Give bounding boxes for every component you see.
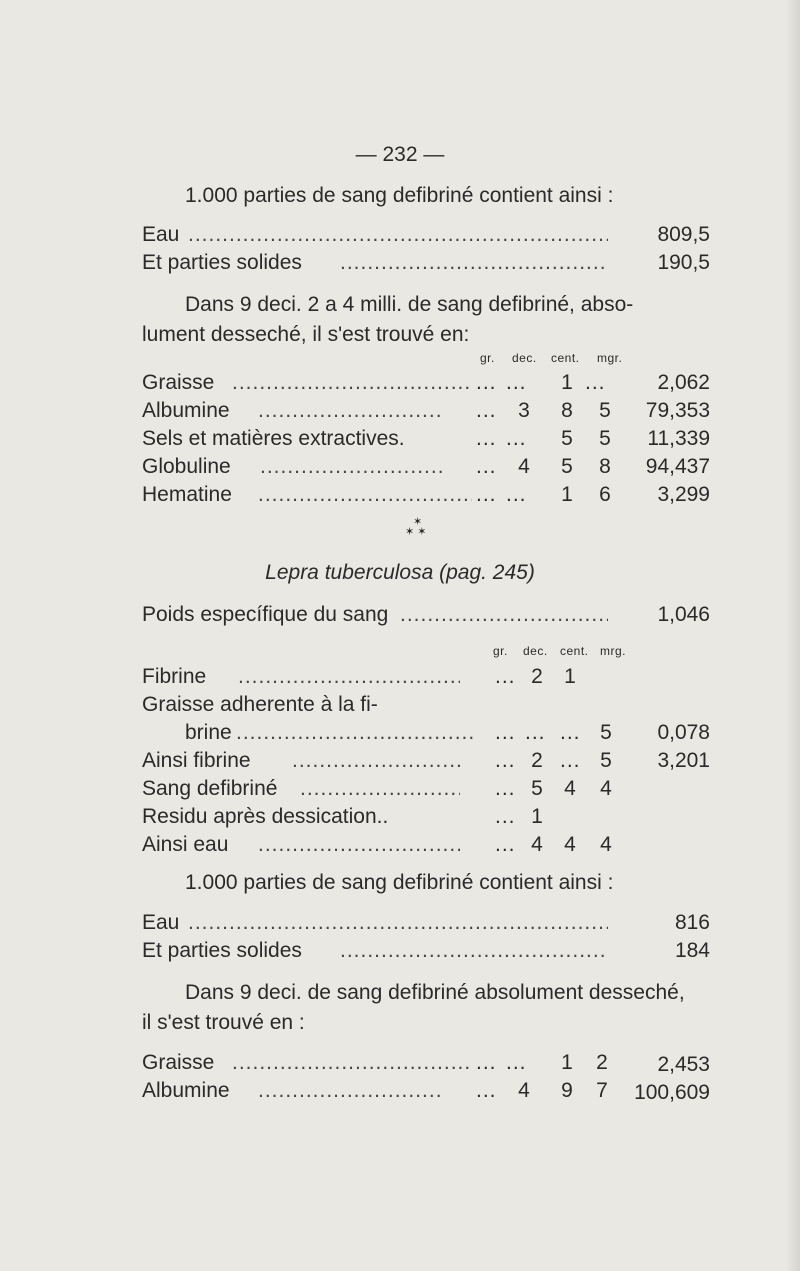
s2-row-dec: 2: [531, 749, 543, 772]
s2-row-label: Fibrine: [142, 665, 207, 688]
s2-header-cent: cent.: [560, 644, 589, 658]
s2-row-cent: 4: [564, 833, 576, 856]
leader-dots: [400, 602, 608, 628]
s2-row-gr: ...: [495, 721, 516, 744]
leader-dots: [188, 222, 608, 248]
s1-row-label: Globuline: [142, 455, 231, 478]
s2-row-gr: ...: [495, 777, 516, 800]
s2-row-mrg: 4: [600, 777, 612, 800]
s1-header-gr: gr.: [480, 351, 495, 365]
leader-dots: [232, 1050, 472, 1076]
leader-dots: [340, 250, 608, 276]
s2-row2-gr: ...: [476, 1051, 497, 1074]
s1-row-dec: 4: [518, 455, 530, 478]
s2-row-gr: ...: [495, 749, 516, 772]
s2-row2-label: Graisse: [142, 1051, 215, 1074]
s2-intro: 1.000 parties de sang defibriné contient ainsi :: [185, 871, 614, 894]
s1-eau-value: 809,5: [657, 223, 710, 246]
s2-row-value: 3,201: [657, 749, 710, 772]
s2-poids-value: 1,046: [657, 603, 710, 626]
s2-row2-mgr: 2: [596, 1051, 608, 1074]
leader-dots: [260, 454, 444, 480]
leader-dots: [300, 776, 460, 802]
s2-row-dec: 4: [531, 833, 543, 856]
s2-row-dec: 5: [531, 777, 543, 800]
s2-row-label: Ainsi eau: [142, 833, 229, 856]
s2-row2-cent: 9: [561, 1079, 573, 1102]
s1-row-cent: 1: [561, 371, 573, 394]
s2-para-line2: il s'est trouvé en :: [142, 1011, 305, 1034]
section-title: Lepra tuberculosa (pag. 245): [265, 561, 535, 584]
s2-row2-value: 100,609: [634, 1081, 710, 1104]
s2-row-cent: 1: [564, 665, 576, 688]
s2-poids-label: Poids específique du sang: [142, 603, 389, 626]
s1-row-dec: ...: [506, 427, 527, 450]
s1-header-cent: cent.: [551, 351, 580, 365]
s1-row-gr: ...: [476, 371, 497, 394]
s1-row-cent: 5: [561, 427, 573, 450]
s2-header-gr: gr.: [493, 644, 508, 658]
s1-row-dec: ...: [506, 483, 527, 506]
s1-row-value: 79,353: [645, 399, 710, 422]
s2-row-gr: ...: [495, 665, 516, 688]
s2-header-mrg: mrg.: [600, 644, 626, 658]
s2-row-cent: ...: [560, 721, 581, 744]
s1-solides-label: Et parties solides: [142, 251, 302, 274]
s2-row-dec: ...: [525, 721, 546, 744]
s1-row-dec: ...: [506, 371, 527, 394]
s1-row-dec: 3: [518, 399, 530, 422]
leader-dots: [232, 370, 472, 396]
page-edge-shadow: [786, 0, 800, 1271]
s2-row-dec: 2: [531, 665, 543, 688]
s1-row-label: Graisse: [142, 371, 215, 394]
s1-row-label: Sels et matières extractives.: [142, 427, 405, 450]
s2-solides-label: Et parties solides: [142, 939, 302, 962]
s1-header-dec: dec.: [512, 351, 537, 365]
s1-row-mgr: 5: [599, 427, 611, 450]
leader-dots: [188, 910, 608, 936]
s1-eau-label: Eau: [142, 223, 180, 246]
s1-row-cent: 1: [561, 483, 573, 506]
s1-row-value: 94,437: [645, 455, 710, 478]
s1-row-gr: ...: [476, 483, 497, 506]
s1-row-value: 3,299: [657, 483, 710, 506]
leader-dots: [258, 482, 472, 508]
s1-intro: 1.000 parties de sang defibriné contient ainsi :: [185, 184, 614, 207]
s1-para-line2: lument desseché, il s'est trouvé en:: [142, 323, 470, 346]
s2-row-label: Ainsi fibrine: [142, 749, 251, 772]
page-number: — 232 —: [355, 143, 445, 166]
s1-row-value: 11,339: [647, 427, 710, 450]
leader-dots: [340, 938, 608, 964]
s1-row-label: Hematine: [142, 483, 232, 506]
s1-row-gr: ...: [476, 427, 497, 450]
s2-row-dec: 1: [531, 805, 543, 828]
s1-row-value: 2,062: [657, 371, 710, 394]
s1-row-mgr: ...: [585, 371, 606, 394]
s2-row2-label: Albumine: [142, 1079, 230, 1102]
leader-dots: [292, 748, 460, 774]
s1-row-gr: ...: [476, 455, 497, 478]
s2-row-mrg: 5: [600, 721, 612, 744]
s1-header-mgr: mgr.: [597, 351, 623, 365]
s2-row2-dec: ...: [506, 1051, 527, 1074]
leader-dots: [238, 664, 460, 690]
s1-solides-value: 190,5: [657, 251, 710, 274]
s2-row2-mgr: 7: [596, 1079, 608, 1102]
s1-para-line1: Dans 9 deci. 2 a 4 milli. de sang defibriné, abso-: [185, 293, 634, 316]
s2-header-dec: dec.: [523, 644, 548, 658]
s2-row-mrg: 5: [600, 749, 612, 772]
s2-row-gr: ...: [495, 805, 516, 828]
s2-solides-value: 184: [674, 939, 710, 962]
s2-row-gr: ...: [495, 833, 516, 856]
s2-row-cent: 4: [564, 777, 576, 800]
leader-dots: [258, 1078, 444, 1104]
s2-row-label: brine: [185, 721, 232, 744]
leader-dots: [258, 398, 444, 424]
leader-dots: [236, 720, 476, 746]
s2-row-label: Residu après dessication..: [142, 805, 389, 828]
s1-row-mgr: 8: [599, 455, 611, 478]
s2-row2-cent: 1: [561, 1051, 573, 1074]
s1-row-label: Albumine: [142, 399, 230, 422]
s2-eau-value: 816: [674, 911, 710, 934]
s2-row-cent: ...: [560, 749, 581, 772]
s1-row-cent: 5: [561, 455, 573, 478]
s2-eau-label: Eau: [142, 911, 180, 934]
s2-row2-value: 2,453: [657, 1053, 710, 1076]
s2-row2-gr: ...: [476, 1079, 497, 1102]
s1-row-mgr: 6: [599, 483, 611, 506]
s2-para-line1: Dans 9 deci. de sang defibriné absolument desseché,: [185, 981, 685, 1004]
leader-dots: [258, 832, 460, 858]
s2-row-mrg: 4: [600, 833, 612, 856]
s1-row-gr: ...: [476, 399, 497, 422]
s1-row-mgr: 5: [599, 399, 611, 422]
s1-row-cent: 8: [561, 399, 573, 422]
s2-row-value: 0,078: [657, 721, 710, 744]
s2-row-label: Graisse adherente à la fi-: [142, 693, 378, 716]
s2-row-label: Sang defibriné: [142, 777, 278, 800]
s2-row2-dec: 4: [518, 1079, 530, 1102]
